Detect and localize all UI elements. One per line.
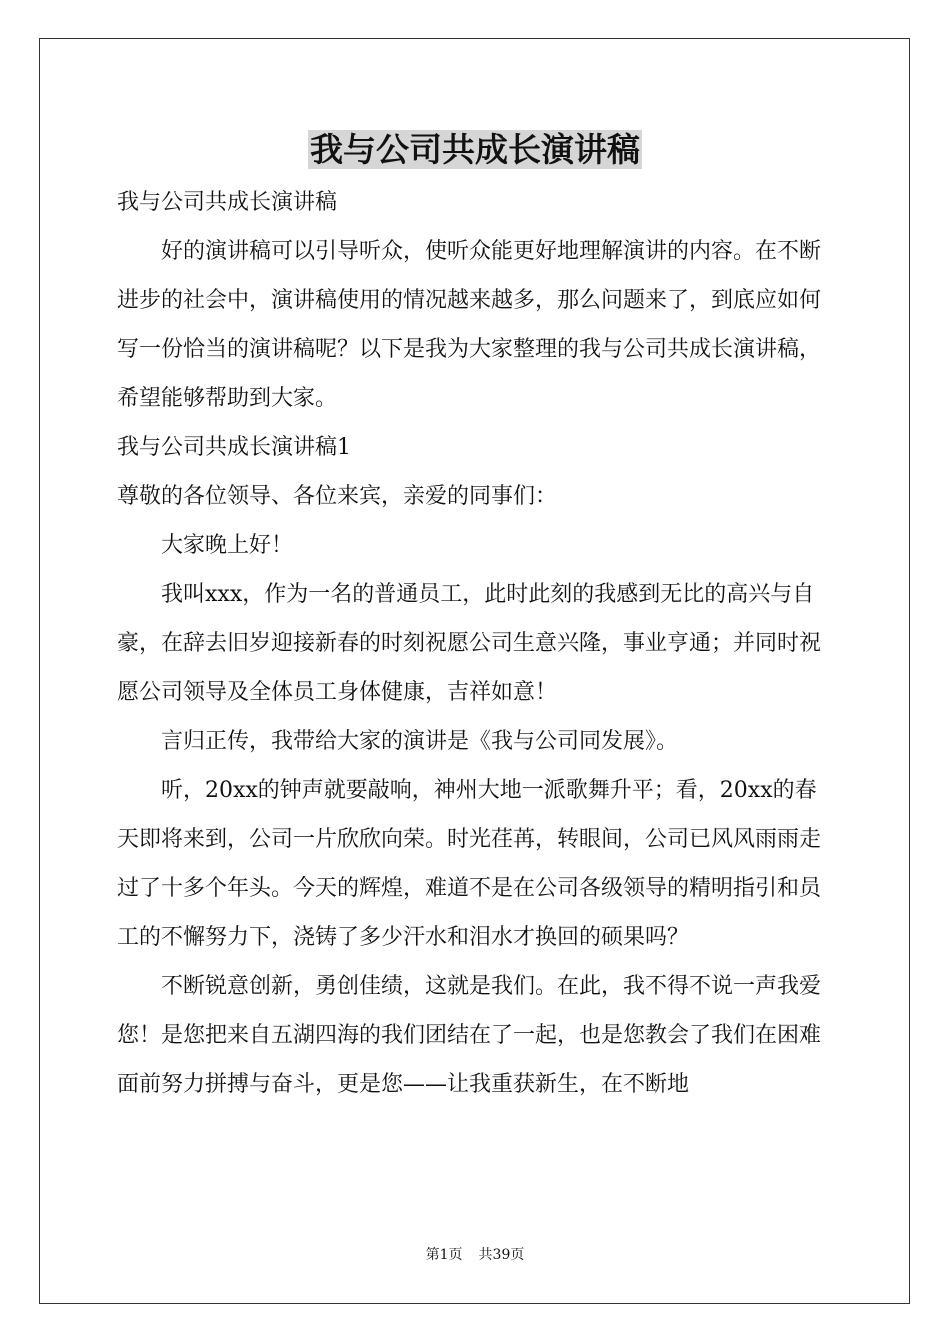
document-body <box>117 178 833 1109</box>
paragraph: 不断锐意创新，勇创佳绩，这就是我们。在此，我不得不说一声我爱您！是您把来自五湖四海的我们团结在了一起，也是您教会了我们在困难面前努力拼搏与奋斗，更是您——让我重获新生，在不断地 <box>117 974 822 1097</box>
paragraph: 我与公司共成长演讲稿 <box>117 190 338 215</box>
paragraph: 尊敬的各位领导、各位来宾，亲爱的同事们： <box>117 484 558 509</box>
page-footer <box>0 1245 950 1265</box>
paragraph: 言归正传，我带给大家的演讲是《我与公司同发展》。 <box>161 729 679 754</box>
paragraph: 大家晚上好！ <box>161 533 294 558</box>
page-total: 共39页 <box>478 1247 525 1263</box>
page-number: 第1页 <box>425 1247 463 1263</box>
document-title <box>0 128 950 172</box>
paragraph: 我叫xxx，作为一名的普通员工，此时此刻的我感到无比的高兴与自豪，在辞去旧岁迎接新春的时刻祝愿公司生意兴隆，事业亨通；并同时祝愿公司领导及全体员工身体健康，吉祥如意！ <box>117 582 822 705</box>
document-title-text: 我与公司共成长演讲稿 <box>310 130 640 169</box>
paragraph: 听，20xx的钟声就要敲响，神州大地一派歌舞升平；看，20xx的春天即将来到，公司一片欣欣向荣。时光荏苒，转眼间，公司已风风雨雨走过了十多个年头。今天的辉煌，难道不是在公司各级领导的精明指引和员工的不懈努力下，浇铸了多少汗水和泪水才换回的硕果吗？ <box>117 778 822 950</box>
paragraph: 我与公司共成长演讲稿1 <box>117 435 351 460</box>
paragraph: 好的演讲稿可以引导听众，使听众能更好地理解演讲的内容。在不断进步的社会中，演讲稿使用的情况越来越多，那么问题来了，到底应如何写一份恰当的演讲稿呢？以下是我为大家整理的我与公司共成长演讲稿，希望能够帮助到大家。 <box>117 239 822 411</box>
